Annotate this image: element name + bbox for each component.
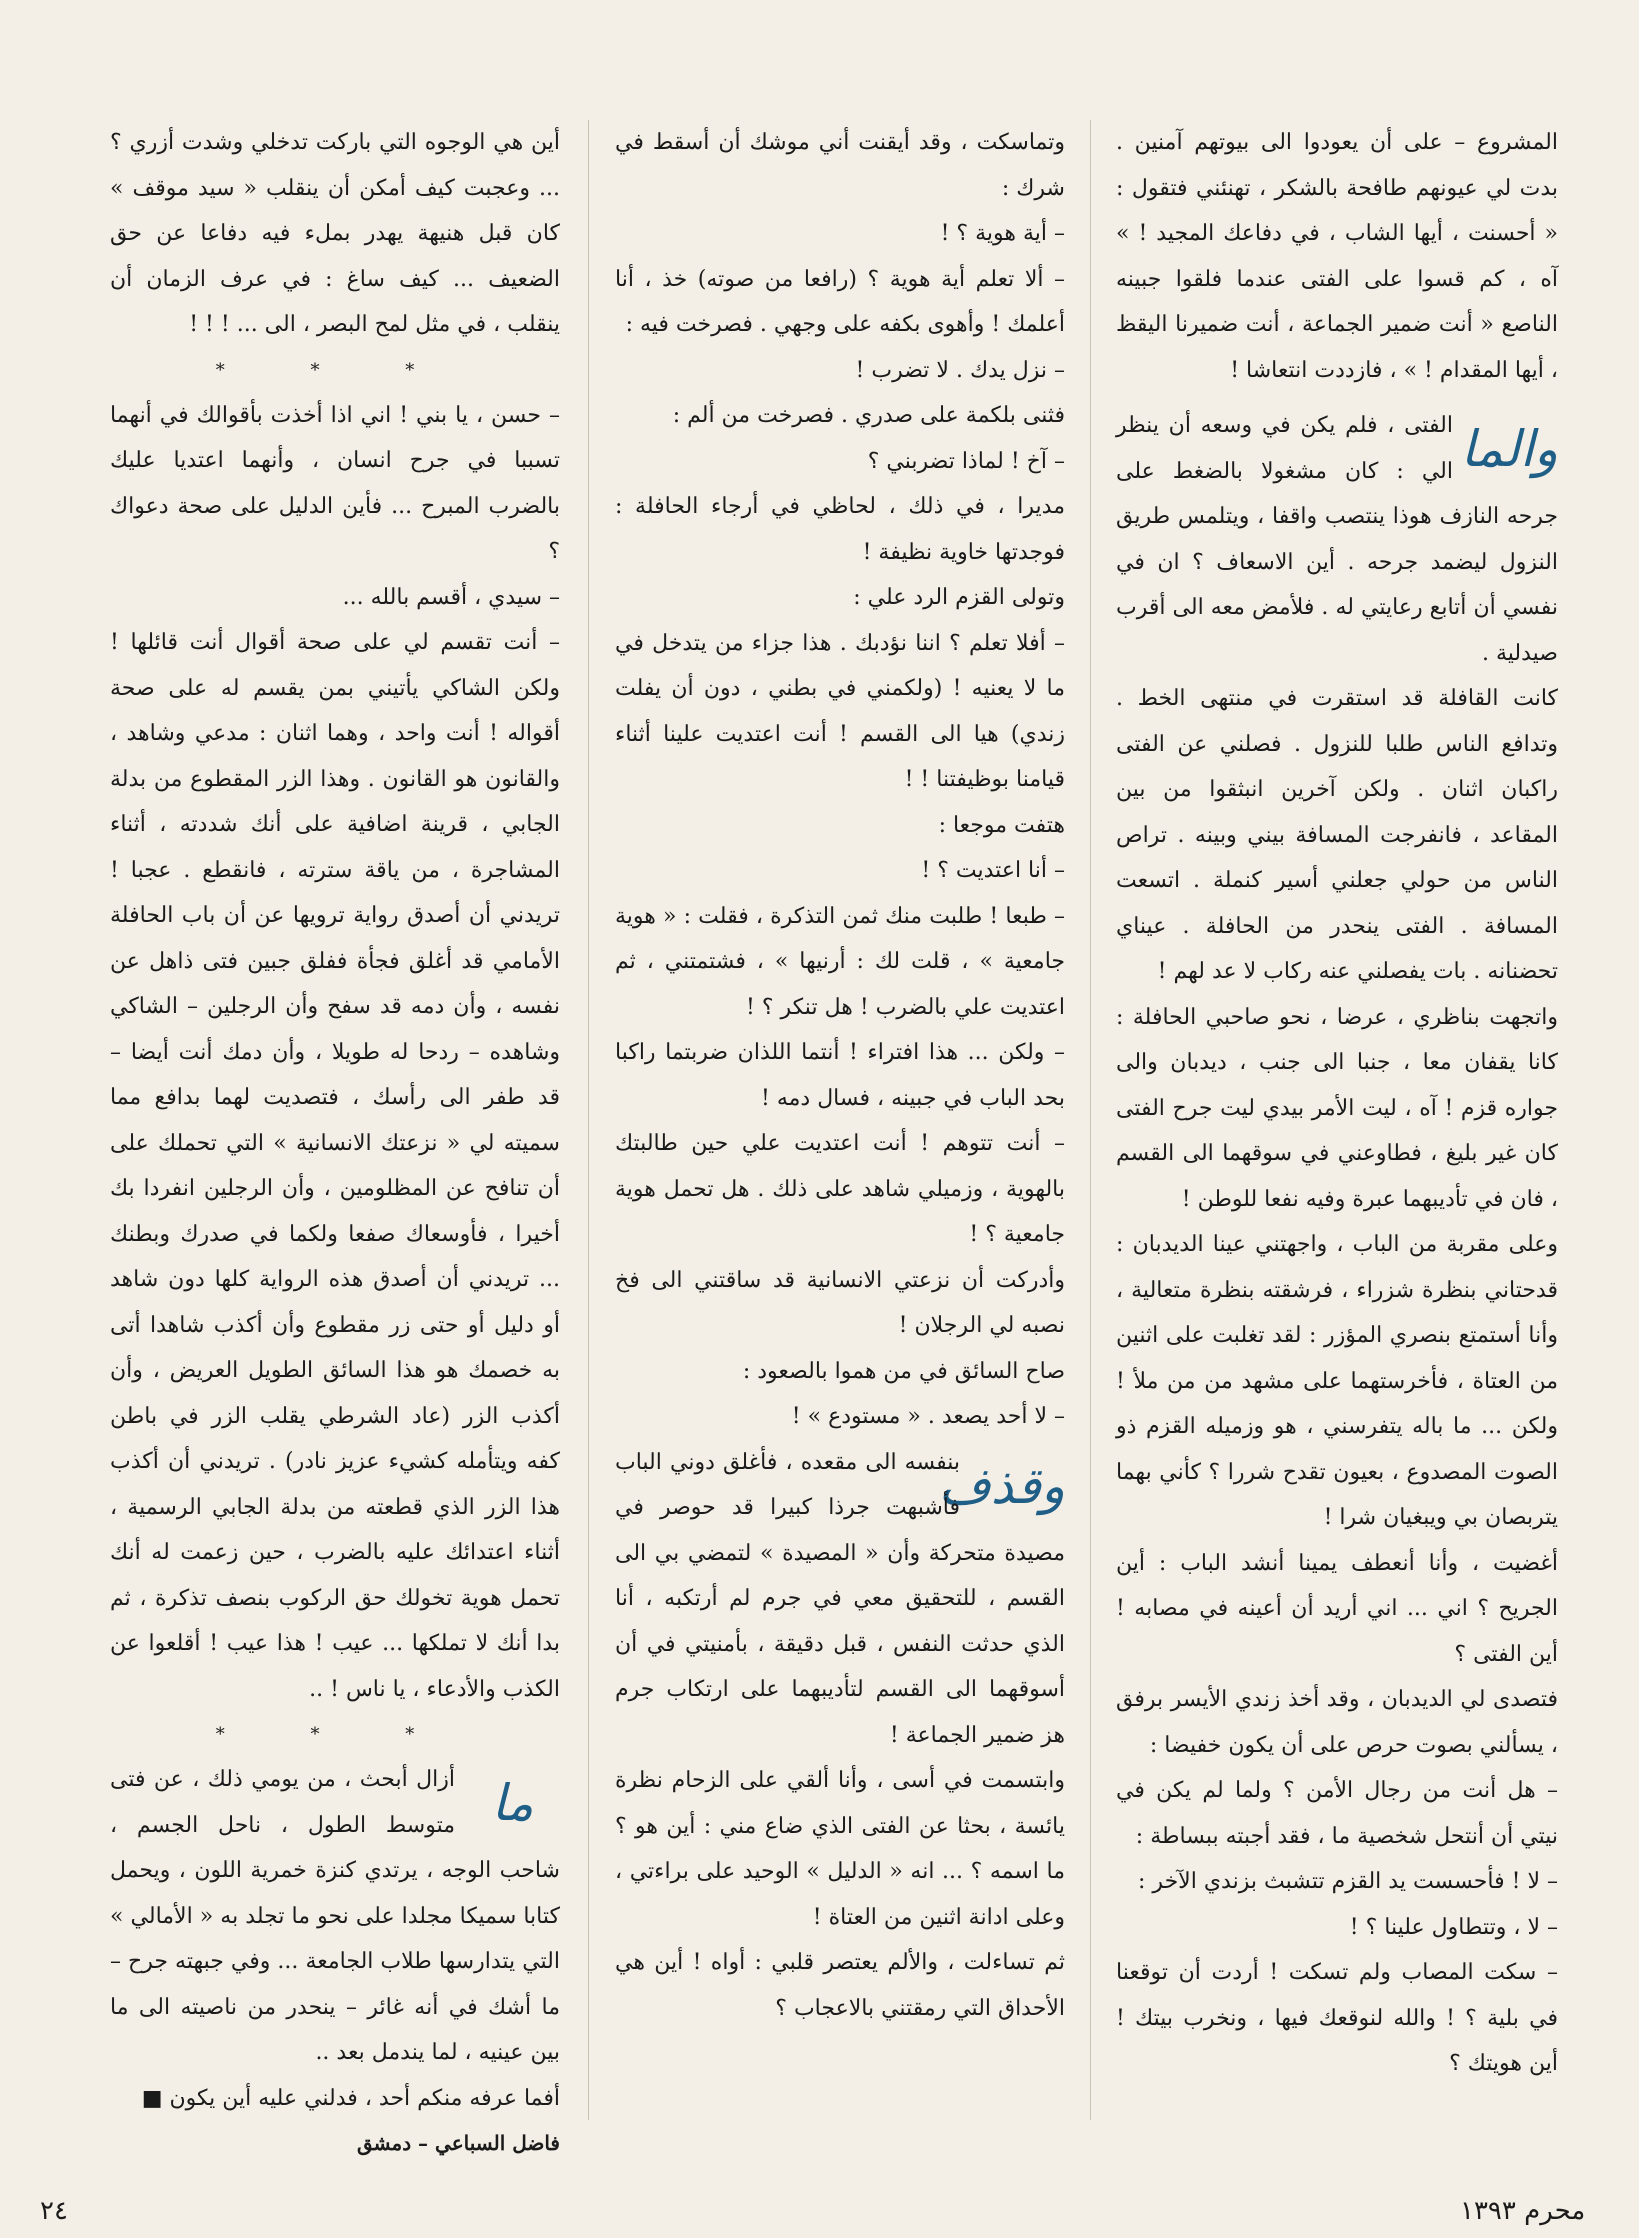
paragraph: – هل أنت من رجال الأمن ؟ ولما لم يكن في نيتي أن أنتحل شخصية ما ، فقد أجبته ببساطة : xyxy=(1116,1778,1558,1849)
paragraph: – حسن ، يا بني ! اني اذا أخذت بأقوالك في أنهما تسببا في جرح انسان ، وأنهما اعتديا عليك بالضرب المبرح ... فأين الدليل على صحة دعواك ؟ xyxy=(110,402,560,564)
paragraph: – أنا اعتديت ؟ ! xyxy=(921,858,1065,883)
paragraph: أين هي الوجوه التي باركت تدخلي وشدت أزري ؟ ... وعجبت كيف أمكن أن ينقلب « سيد موقف » كان قبل هنيهة يهدر بملء فيه دفاعا عن حق الضعيف ... كيف ساغ : في عرف الزمان أن ينقلب ، في مثل لمح البصر ، الى ... ! ! ! xyxy=(110,130,560,337)
author-signature: فاضل السباعي – دمشق xyxy=(356,2131,560,2155)
issue-date: محرم ١٣٩٣ xyxy=(1460,2196,1586,2226)
paragraph: مديرا ، في ذلك ، لحاظي في أرجاء الحافلة : فوجدتها خاوية نظيفة ! xyxy=(615,494,1065,565)
section-separator: * * * xyxy=(215,1724,455,1745)
paragraph: وعلى مقربة من الباب ، واجهتني عينا الديدبان : قدحتاني بنظرة شزراء ، فرشقته بنظرة متعالية ، وأنا أستمتع بنصري المؤزر : لقد تغلبت على اثنين من العتاة ، فأخرستهما على مشهد من من ملأ ! ولكن ... ما باله يتفرسني ، هو وزميله القزم ذو الصوت المصدوع ، بعيون تقدح شررا ؟ كأني بهما يتربصان بي ويبغيان شرا ! xyxy=(1116,1232,1558,1530)
paragraph: – ألا تعلم أية هوية ؟ (رافعا من صوته) خذ ، أنا أعلمك ! وأهوى بكفه على وجهي . فصرخت فيه : xyxy=(615,266,1065,337)
paragraph: بنفسه الى مقعده ، فأغلق دوني الباب فأشبهت جرذا كبيرا قد حوصر في مصيدة متحركة وأن « المصيدة » لتمضي بي الى القسم ، للتحقيق معي في جرم لم أرتكبه ، أنا الذي حدثت النفس ، قبل دقيقة ، بأمنيتي في أن أسوقهما الى القسم لتأديبهما على ارتكاب جرم هز ضمير الجماعة ! xyxy=(615,1449,1065,1748)
paragraph: كانت القافلة قد استقرت في منتهى الخط . وتدافع الناس طلبا للنزول . فصلني عن الفتى راكبان اثنان . ولكن آخرين انبثقوا من بين المقاعد ، فانفرجت المسافة بيني وبينه . تراص الناس من حولي جعلني أسير كنملة . اتسعت المسافة . الفتى ينحدر من الحافلة . عيناي تحضنانه . بات يفصلني عنه ركاب لا عد لهم ! xyxy=(1116,686,1558,984)
paragraph: – طبعا ! طلبت منك ثمن التذكرة ، فقلت : « هوية جامعية » ، قلت لك : أرنيها » ، فشتمتني ، ثم اعتديت علي بالضرب ! هل تنكر ؟ ! xyxy=(615,903,1065,1020)
page-number: ٢٤ xyxy=(40,2196,68,2226)
paragraph: أزال أبحث ، من يومي ذلك ، عن فتى متوسط الطول ، ناحل الجسم ، شاحب الوجه ، يرتدي كنزة خمرية اللون ، ويحمل كتابا سميكا مجلدا على نحو ما تجلد به « الأمالي » التي يتدارسها طلاب الجامعة ... وفي جبهته جرح – ما أشك في أنه غائر – ينحدر من ناصيته الى ما بين عينيه ، لما يندمل بعد .. xyxy=(110,1767,560,2065)
paragraph: – سكت المصاب ولم تسكت ! أردت أن توقعنا في بلية ؟ ! والله لنوقعك فيها ، ونخرب بيتك ! أين هويتك ؟ xyxy=(1116,1960,1558,2076)
paragraph: – أنت تقسم لي على صحة أقوال أنت قائلها ! ولكن الشاكي يأتيني بمن يقسم له على صحة أقواله ! أنت واحد ، وهما اثنان : مدعي وشاهد ، والقانون هو القانون . وهذا الزر المقطوع من بدلة الجابي ، قرينة اضافية على أنك شددته ، أثناء المشاجرة ، من ياقة سترته ، فانقطع . عجبا ! تريدني أن أصدق رواية ترويها عن أن باب الحافلة الأمامي قد أغلق فجأة ففلق جبين فتى ذاهل عن نفسه ، وأن دمه قد سفح وأن الرجلين – الشاكي وشاهده – ردحا له طويلا ، وأن دمك أنت أيضا – قد طفر الى رأسك ، فتصديت لهما بدافع مما سميته لي « نزعتك الانسانية » التي تحملك على أن تنافح عن المظلومين ، وأن الرجلين انفردا بك أخيرا ، فأوسعاك صفعا ولكما في صدرك وبطنك ... تريدني أن أصدق هذه الرواية كلها دون شاهد أو دليل أو حتى زر مقطوع وأن أكذب شاهدا أتى به خصمك هو هذا السائق الطويل العريض ، وأن أكذب الزر (عاد الشرطي يقلب الزر في باطن كفه ويتأمله كشيء عزيز نادر) . تريدني أن أكذب هذا الزر الذي قطعته من بدلة الجابي الرسمية ، أثناء اعتدائك عليه بالضرب ، حين زعمت له أنك تحمل هوية تخولك حق الركوب بنصف تذكرة ، ثم بدا أنك لا تملكها ... عيب ! هذا عيب ! أقلعوا عن الكذب والأدعاء ، يا ناس ! .. xyxy=(110,630,560,1702)
section-separator: * * * xyxy=(215,359,455,381)
paragraph: – لا أحد يصعد . « مستودع » ! xyxy=(791,1404,1065,1429)
paragraph: الفتى ، فلم يكن في وسعه أن ينظر الي : كان مشغولا بالضغط على جرحه النازف هوذا ينتصب واقفا ، ويتلمس طريق النزول ليضمد جرحه . أين الاسعاف ؟ ان في نفسي أن أتابع رعايتي له . فلأمض معه الى أقرب صيدلية . xyxy=(1116,413,1558,666)
paragraph: – آخ ! لماذا تضربني ؟ xyxy=(867,448,1065,474)
paragraph: أغضيت ، وأنا أنعطف يمينا أنشد الباب : أين الجريح ؟ اني ... اني أريد أن أعينه في مصابه ! أين الفتى ؟ xyxy=(1116,1550,1558,1667)
paragraph: – أفلا تعلم ؟ اننا نؤدبك . هذا جزاء من يتدخل في ما لا يعنيه ! (ولكمني في بطني ، دون أن يفلت زندي) هيا الى القسم ! أنت اعتديت علينا أثناء قيامنا بوظيفتنا ! ! xyxy=(615,630,1065,792)
decorative-dropcap: وقذف xyxy=(938,1456,1065,1515)
paragraph: – أنت تتوهم ! أنت اعتديت علي حين طالبتك بالهوية ، وزميلي شاهد على ذلك . هل تحمل هوية جامعية ؟ ! xyxy=(615,1131,1065,1247)
paragraph: – ولكن ... هذا افتراء ! أنتما اللذان ضربتما راكبا بحد الباب في جبينه ، فسال دمه ! xyxy=(615,1040,1065,1111)
paragraph: واتجهت بناظري ، عرضا ، نحو صاحبي الحافلة : كانا يقفان معا ، جنبا الى جنب ، ديدبان والى جواره قزم ! آه ، ليت الأمر بيدي ليت جرح الفتى كان غير بليغ ، فطاوعني في سوقهما الى القسم ، فان في تأديبهما عبرة وفيه نفعا للوطن ! xyxy=(1116,1004,1558,1212)
decorative-dropcap: ما xyxy=(491,1774,534,1832)
paragraph: هتفت موجعا : xyxy=(938,812,1065,838)
paragraph: وتماسكت ، وقد أيقنت أني موشك أن أسقط في شرك : xyxy=(615,130,1065,201)
article-column-right xyxy=(1116,120,1558,2120)
paragraph: – نزل يدك . لا تضرب ! xyxy=(855,357,1065,383)
section-start xyxy=(110,1757,560,2076)
decorative-dropcap: والما xyxy=(1460,420,1558,478)
paragraph: وابتسمت في أسى ، وأنا ألقي على الزحام نظرة يائسة ، بحثا عن الفتى الذي ضاع مني : أين هو ؟ ما اسمه ؟ ... انه « الدليل » الوحيد على براءتي ، وعلى ادانة اثنين من العتاة ! xyxy=(615,1768,1065,1930)
paragraph: وتولى القزم الرد علي : xyxy=(853,585,1065,610)
paragraph: فتصدى لي الديدبان ، وقد أخذ زندي الأيسر برفق ، يسألني بصوت حرص على أن يكون خفيضا : xyxy=(1116,1687,1558,1758)
paragraph: – لا ! فأحسست يد القزم تتشبث بزندي الآخر : xyxy=(1138,1869,1558,1894)
paragraph: – لا ، وتتطاول علينا ؟ ! xyxy=(1349,1914,1558,1940)
paragraph: – أية هوية ؟ ! xyxy=(940,221,1065,246)
column-divider xyxy=(588,120,589,2120)
paragraph: المشروع – على أن يعودوا الى بيوتهم آمنين . بدت لي عيونهم طافحة بالشكر ، تهنئني فتقول : « أحسنت ، أيها الشاب ، في دفاعك المجيد ! » آه ، كم قسوا على الفتى عندما فلقوا جبينه الناصع « أنت ضمير الجماعة ، أنت ضميرنا اليقظ ، أيها المقدام ! » ، فازددت انتعاشا ! xyxy=(1116,130,1558,383)
paragraph: وأدركت أن نزعتي الانسانية قد ساقتني الى فخ نصبه لي الرجلان ! xyxy=(615,1267,1065,1338)
article-column-left xyxy=(110,120,560,2155)
paragraph: أفما عرفه منكم أحد ، فدلني عليه أين يكون ■ xyxy=(141,2085,560,2111)
paragraph: – سيدي ، أقسم بالله ... xyxy=(342,584,560,610)
column-divider xyxy=(1090,120,1091,2120)
paragraph: ثم تساءلت ، والألم يعتصر قلبي : أواه ! أين هي الأحداق التي رمقتني بالاعجاب ؟ xyxy=(615,1950,1065,2021)
paragraph: صاح السائق في من هموا بالصعود : xyxy=(742,1358,1065,1384)
paragraph: فثنى بلكمة على صدري . فصرخت من ألم : xyxy=(672,403,1065,428)
article-column-middle xyxy=(615,120,1065,2120)
section-start xyxy=(615,1440,1065,1759)
section-start xyxy=(1116,403,1558,676)
